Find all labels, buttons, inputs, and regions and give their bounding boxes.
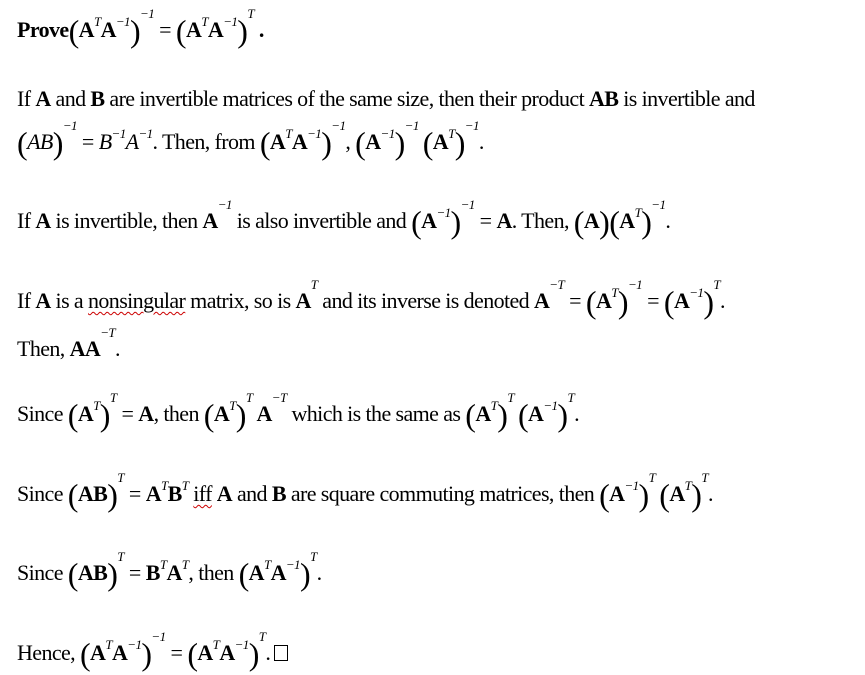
formula-rhs: $(A^TA^{-1})^T$ <box>175 6 254 49</box>
formula-then-2: $(A)(A^T)^{-1}$ <box>573 197 666 240</box>
paragraph-4: Since $(A^T)^T= A$, then $(A^T)^TA^{-T}$ which is the same as $(A^T)^T$ $(A^{-1})^T$. <box>17 390 579 433</box>
formula-inverse-inverse: $(A^{-1})^{-1}= A$ <box>411 197 512 240</box>
formula-ab-inverse: $(AB)^{-1}= B^{-1}A^{-1}$ <box>17 118 153 161</box>
paragraph-2: If A is invertible, then $A^{-1}$ is also invertible and $(A^{-1})^{-1}= A$. Then, $(A)(A^T)^{-1}$. <box>17 197 671 240</box>
paragraph-3-line-2: Then, $AA^{-T}$. <box>17 325 120 361</box>
formula-lhs: $(A^TA^{-1})^{-1}$ <box>68 6 155 49</box>
paragraph-1-line-1: If A and B are invertible matrices of the same size, then their product AB is invertible and <box>17 86 755 111</box>
paragraph-3-line-1: If A is a nonsingular matrix, so is $A^T$ and its inverse is denoted $A^{-T}= (A^T)^{-1}= (A^{-1})^T$. <box>17 277 725 320</box>
paragraph-6: Since $(AB)^T= B^TA^T$, then $(A^TA^{-1})^T$. <box>17 549 322 592</box>
conclusion: Hence, $(A^TA^{-1})^{-1}= (A^TA^{-1})^T$. <box>17 637 288 670</box>
prove-statement: $Prove(A^TA^{-1})^{-1}= (A^TA^{-1})^T$ . <box>17 6 264 49</box>
spellcheck-word: iff <box>193 481 212 506</box>
spellcheck-word: nonsingular <box>88 288 186 313</box>
paragraph-1-line-2: $(AB)^{-1}= B^{-1}A^{-1}$. Then, from $(A^TA^{-1})^{-1}$, $(A^{-1})^{-1}$ $(A^T)^{-1}$. <box>17 118 484 161</box>
qed-square-icon <box>274 645 288 661</box>
prove-label: Prove <box>17 17 69 42</box>
formula-product: $(A^{-1})^{-1}$ $(A^T)^{-1}$ <box>355 118 479 161</box>
formula-inverse-transpose: $A^{-T}= (A^T)^{-1}= (A^{-1})^T$ <box>534 277 721 320</box>
paragraph-5: Since $(AB)^T= A^TB^T$ iff A and B are square commuting matrices, then $(A^{-1})^T$ $(A^T)^T$. <box>17 470 713 513</box>
formula-from: $(A^TA^{-1})^{-1}$ <box>259 118 346 161</box>
